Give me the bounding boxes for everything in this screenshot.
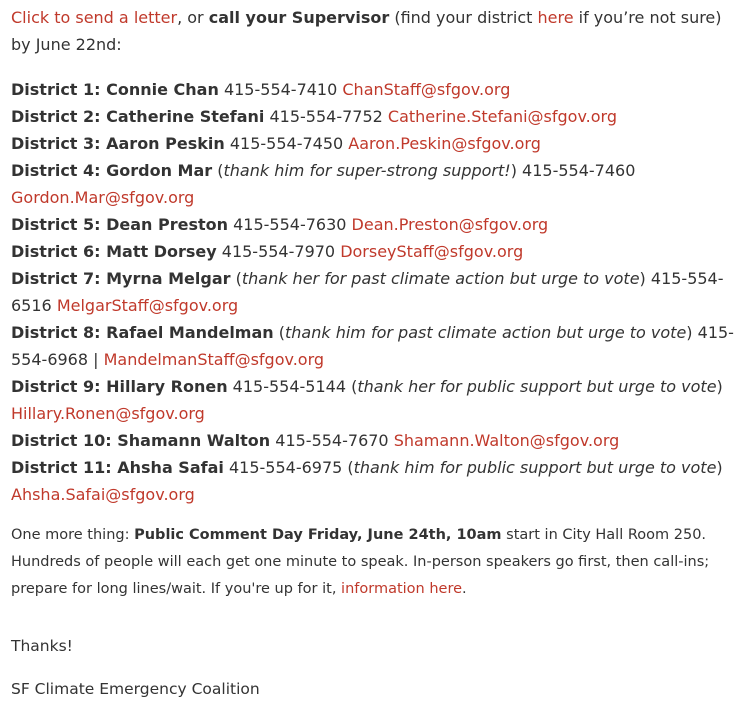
district-label: District 9: Hillary Ronen [11,377,228,396]
district-phone: 415-554-7970 [216,242,341,261]
district-email-link[interactable]: Hillary.Ronen@sfgov.org [11,404,205,423]
district-phone: 415-554-6968 | [11,323,734,369]
district-phone: 415-554-6516 [11,269,724,315]
district-phone: 415-554-7630 [228,215,352,234]
district-label: District 8: Rafael Mandelman [11,323,274,342]
district-label: District 1: Connie Chan [11,80,219,99]
district-entry [11,103,735,130]
public-comment-note [11,522,711,603]
district-email-link[interactable]: MandelmanStaff@sfgov.org [103,350,325,369]
district-email-link[interactable]: Gordon.Mar@sfgov.org [11,188,195,207]
district-entry [11,130,735,157]
district-label: District 6: Matt Dorsey [11,242,217,261]
district-entry [11,238,735,265]
district-entry: District 11: Ahsha Safai 415-554-6975 (thank him for public support but urge to vote) Ahsha.Safai@sfgov.org [11,458,723,504]
intro-text-2: (find your district [389,8,538,27]
intro-text-3: if you’re not sure) by June 22nd: [11,8,722,54]
note-text-1: One more thing: [11,527,135,543]
find-district-link[interactable]: here [537,8,574,27]
district-entry: District 4: Gordon Mar (thank him for super-strong support!) 415-554-7460 Gordon.Mar@sfgov.org [11,161,636,207]
district-phone: 415-554-6975 [223,458,348,477]
district-email-link[interactable]: Aaron.Peskin@sfgov.org [348,134,541,153]
district-phone: 415-554-7410 [218,80,343,99]
district-phone: 415-554-7670 [270,431,394,450]
intro-paragraph [11,0,731,58]
send-letter-link[interactable]: Click to send a letter [11,8,178,27]
district-label: District 4: Gordon Mar [11,161,213,180]
district-entry: District 9: Hillary Ronen 415-554-5144 (thank her for public support but urge to vote) Hillary.Ronen@sfgov.org [11,377,723,423]
district-phone: 415-554-7450 [224,134,349,153]
district-email-link[interactable]: ChanStaff@sfgov.org [342,80,511,99]
district-entry: District 8: Rafael Mandelman (thank him for past climate action but urge to vote) 415-554-6968 | MandelmanStaff@sfgov.org [11,323,734,369]
district-label: District 2: Catherine Stefani [11,107,265,126]
district-phone: 415-554-5144 [227,377,352,396]
district-phone: 415-554-7752 [264,107,388,126]
signoff-text: SF Climate Emergency Coalition [11,680,260,698]
district-label: District 11: Ahsha Safai [11,458,224,477]
public-comment-day-bold: Public Comment Day Friday, June 24th, 10am [134,527,502,543]
district-entry [11,76,735,103]
thanks-text: Thanks! [11,637,73,655]
district-email-link[interactable]: Ahsha.Safai@sfgov.org [11,485,195,504]
district-email-link[interactable]: MelgarStaff@sfgov.org [56,296,239,315]
district-entry [11,211,735,238]
intro-text-1: , or [177,8,209,27]
district-email-link[interactable]: Catherine.Stefani@sfgov.org [387,107,617,126]
information-here-link[interactable]: information here [341,581,463,597]
district-note: thank her for past climate action but urge to vote [241,269,640,288]
district-label: District 10: Shamann Walton [11,431,271,450]
district-email-link[interactable]: Shamann.Walton@sfgov.org [393,431,620,450]
district-list [11,76,735,508]
district-note: thank her for public support but urge to vote [357,377,717,396]
district-email-link[interactable]: DorseyStaff@sfgov.org [340,242,524,261]
district-label: District 5: Dean Preston [11,215,229,234]
district-entry [11,427,735,454]
district-email-link[interactable]: Dean.Preston@sfgov.org [351,215,549,234]
note-text-2: start in City Hall Room 250. Hundreds of people will each get one minute to speak. In-person speakers go first, then call-ins; prepare for long lines/wait. If you're up for it, [11,527,710,597]
note-text-3: . [462,581,467,597]
call-supervisor-bold: call your Supervisor [208,8,390,27]
district-note: thank him for public support but urge to vote [353,458,717,477]
district-phone: 415-554-7460 [516,161,636,180]
district-note: thank him for past climate action but urge to vote [284,323,687,342]
district-label: District 7: Myrna Melgar [11,269,231,288]
district-entry: District 7: Myrna Melgar (thank her for past climate action but urge to vote) 415-554-6516 MelgarStaff@sfgov.org [11,269,724,315]
district-note: thank him for super-strong support! [223,161,511,180]
district-label: District 3: Aaron Peskin [11,134,225,153]
